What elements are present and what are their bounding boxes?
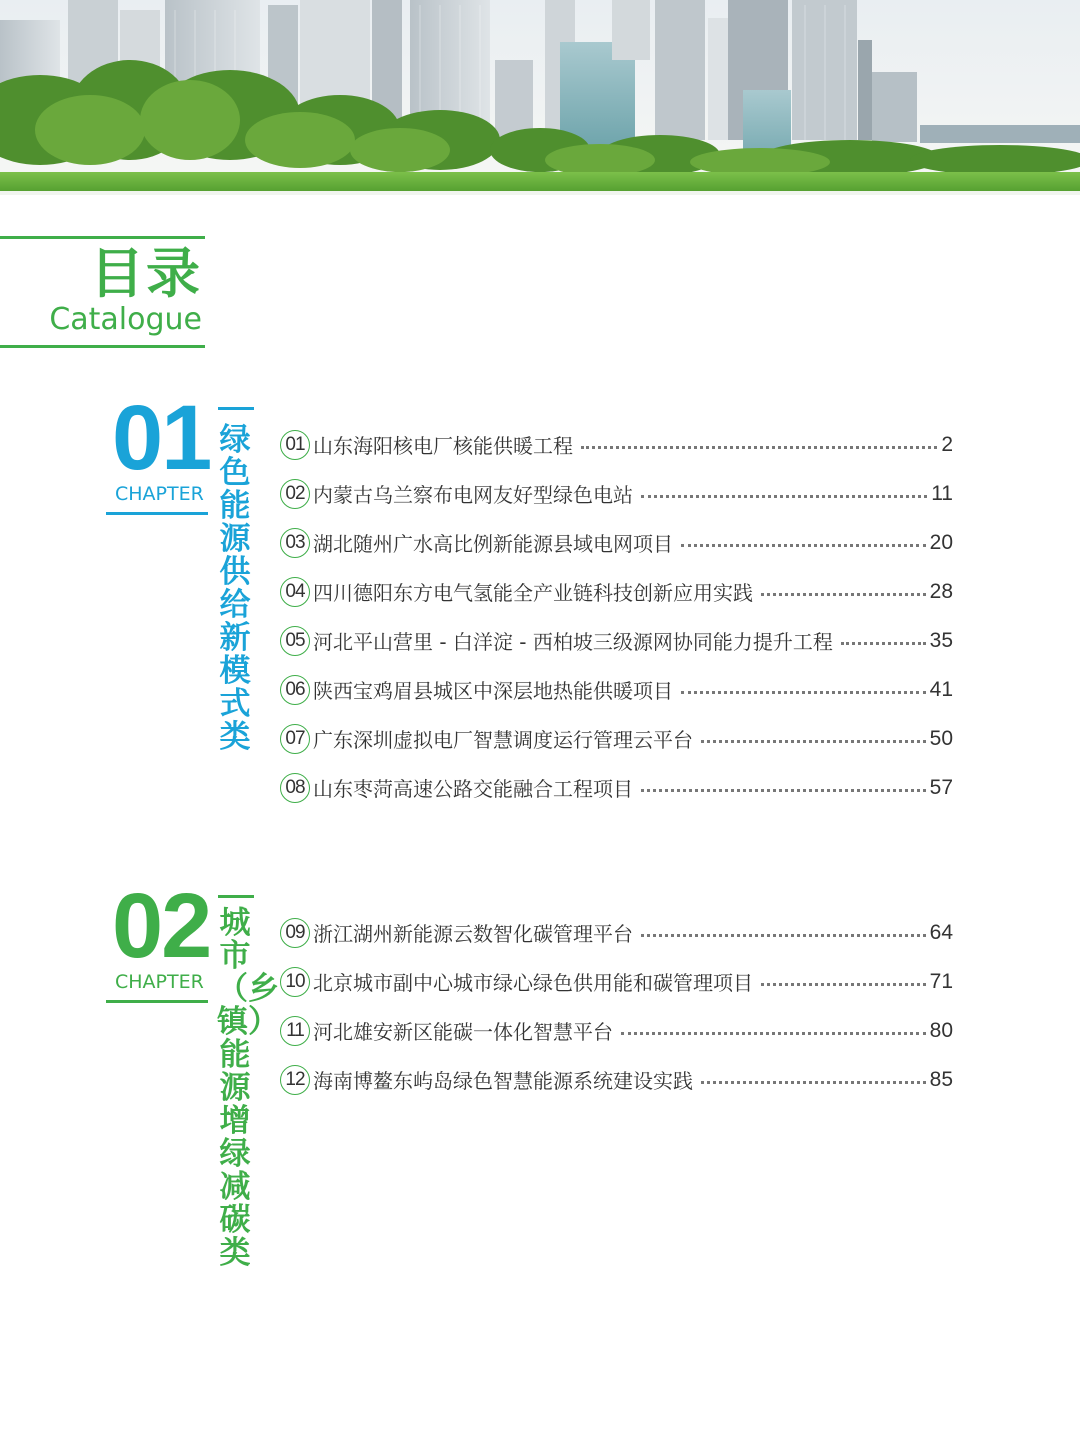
dot-leader [841, 642, 926, 645]
entry-number-badge: 12 [280, 1065, 310, 1095]
chapter-label: CHAPTER [115, 483, 204, 505]
dot-leader [621, 1032, 926, 1035]
toc-entry[interactable] [280, 1055, 953, 1104]
chapter-label: CHAPTER [115, 971, 204, 993]
toc-entry[interactable] [280, 616, 953, 665]
entry-page: 57 [929, 775, 953, 799]
chapter-underline [106, 1000, 208, 1003]
entry-title: 四川德阳东方电气氢能全产业链科技创新应用实践 [313, 581, 753, 605]
chapter-title-dash [218, 407, 254, 410]
entry-page: 41 [929, 677, 953, 701]
catalogue-bottom-rule [0, 345, 205, 348]
dot-leader [581, 446, 937, 449]
entry-title: 内蒙古乌兰察布电网友好型绿色电站 [313, 483, 633, 507]
dot-leader [701, 1081, 926, 1084]
dot-leader [641, 495, 927, 498]
dot-leader [641, 934, 926, 937]
chapter-title: 绿色能源供给新模式类 [219, 422, 251, 755]
entry-number-badge: 05 [280, 626, 310, 656]
toc-entry[interactable] [280, 518, 953, 567]
dot-leader [761, 593, 926, 596]
dot-leader [761, 983, 926, 986]
toc-entry[interactable] [280, 567, 953, 616]
entry-page: 28 [929, 579, 953, 603]
entry-title: 北京城市副中心城市绿心绿色供用能和碳管理项目 [313, 971, 753, 995]
entry-title: 山东枣菏高速公路交能融合工程项目 [313, 777, 633, 801]
entry-title: 山东海阳核电厂核能供暖工程 [313, 434, 573, 458]
entry-number-badge: 10 [280, 967, 310, 997]
toc-entry[interactable] [280, 1006, 953, 1055]
entry-number-badge: 11 [280, 1016, 310, 1046]
entry-page: 35 [929, 628, 953, 652]
entry-page: 50 [929, 726, 953, 750]
toc-entry[interactable] [280, 420, 953, 469]
entry-title: 陕西宝鸡眉县城区中深层地热能供暖项目 [313, 679, 673, 703]
entry-page: 11 [931, 481, 953, 505]
toc-entry[interactable] [280, 714, 953, 763]
entry-page: 80 [929, 1018, 953, 1042]
chapter-number: 01 [112, 387, 211, 489]
catalogue-top-rule [0, 236, 205, 239]
entry-title: 河北平山营里 - 白洋淀 - 西柏坡三级源网协同能力提升工程 [313, 630, 833, 654]
entry-number-badge: 03 [280, 528, 310, 558]
toc-entry[interactable] [280, 469, 953, 518]
entry-title: 浙江湖州新能源云数智化碳管理平台 [313, 922, 633, 946]
entry-title: 广东深圳虚拟电厂智慧调度运行管理云平台 [313, 728, 693, 752]
toc-entry[interactable] [280, 957, 953, 1006]
entry-number-badge: 01 [280, 430, 310, 460]
chapter-title-dash [218, 895, 254, 898]
catalogue-title-en: Catalogue [49, 302, 202, 337]
dot-leader [701, 740, 926, 743]
chapter-title: 城市（乡镇）能源增绿减碳类 [217, 905, 279, 1271]
entry-number-badge: 07 [280, 724, 310, 754]
toc-list-chapter-2 [280, 908, 953, 1104]
entry-number-badge: 09 [280, 918, 310, 948]
chapter-number: 02 [112, 875, 211, 977]
toc-entry[interactable] [280, 763, 953, 812]
entry-number-badge: 04 [280, 577, 310, 607]
chapter-underline [106, 512, 208, 515]
entry-page: 71 [929, 969, 953, 993]
entry-page: 64 [929, 920, 953, 944]
toc-entry[interactable] [280, 908, 953, 957]
catalogue-title-cn: 目录 [90, 242, 202, 305]
toc-entry[interactable] [280, 665, 953, 714]
entry-title: 湖北随州广水高比例新能源县域电网项目 [313, 532, 673, 556]
entry-page: 20 [929, 530, 953, 554]
entry-number-badge: 08 [280, 773, 310, 803]
city-skyline-banner [0, 0, 1080, 195]
entry-title: 海南博鳌东屿岛绿色智慧能源系统建设实践 [313, 1069, 693, 1093]
dot-leader [641, 789, 926, 792]
dot-leader [681, 691, 926, 694]
entry-page: 85 [929, 1067, 953, 1091]
dot-leader [681, 544, 926, 547]
toc-list-chapter-1 [280, 420, 953, 812]
entry-page: 2 [941, 432, 953, 456]
entry-number-badge: 02 [280, 479, 310, 509]
entry-title: 河北雄安新区能碳一体化智慧平台 [313, 1020, 613, 1044]
entry-number-badge: 06 [280, 675, 310, 705]
